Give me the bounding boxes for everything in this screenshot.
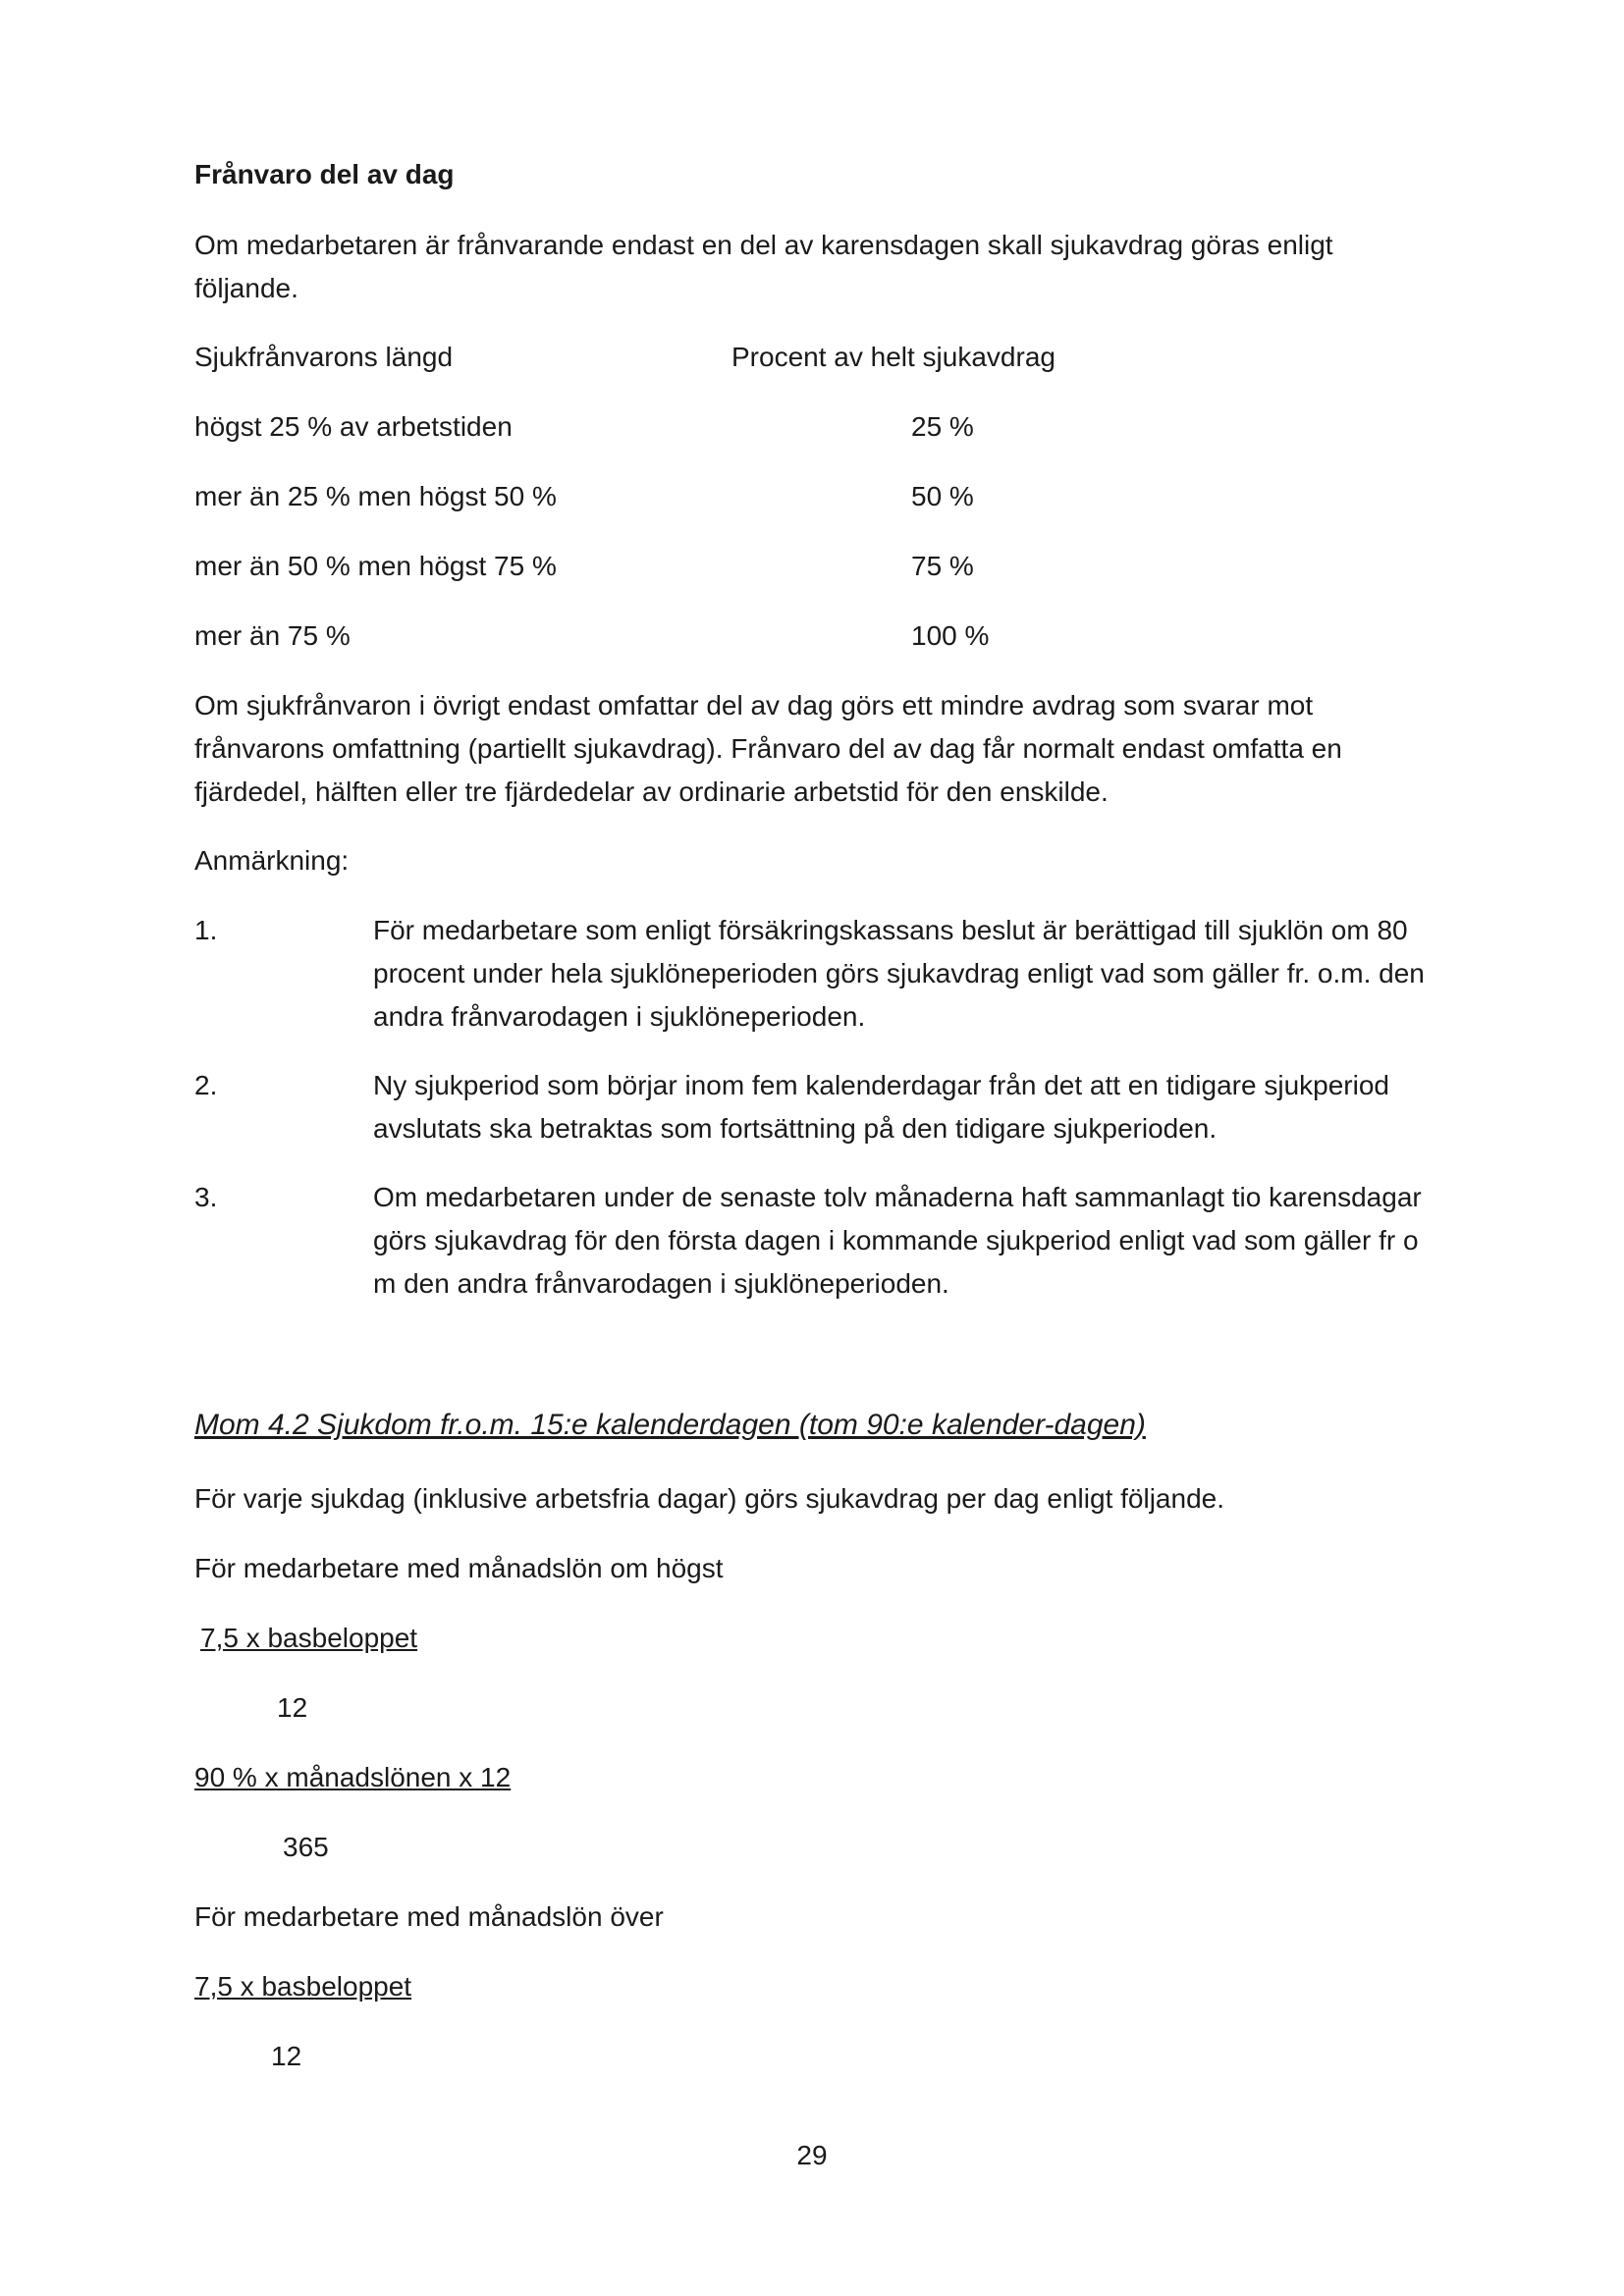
group-label: För medarbetare med månadslön om högst	[194, 1553, 724, 1583]
fraction-denominator: 12	[271, 2041, 302, 2071]
table-header-percent: Procent av helt sjukavdrag	[731, 342, 1056, 372]
section-title: Mom 4.2 Sjukdom fr.o.m. 15:e kalenderdagen (tom 90:e kalender-dagen)	[194, 1409, 1146, 1441]
fraction-numerator: 7,5 x basbeloppet	[194, 1971, 412, 2002]
fraction-denominator: 12	[277, 1692, 308, 1723]
note-text: Ny sjukperiod som börjar inom fem kalenderdagar från det att en tidigare sjukperiod avslutats ska betraktas som fortsättning på den tidigare sjukperioden.	[373, 1070, 1389, 1144]
intro-paragraph: Om medarbetaren är frånvarande endast en del av karensdagen skall sjukavdrag göras enligt följande.	[194, 230, 1333, 303]
note-text: För medarbetare som enligt försäkringskassans beslut är berättigad till sjuklön om 80 procent under hela sjuklöneperioden görs sjukavdrag enligt vad som gäller fr. o.m. den andra frånvarodagen i sjuklöneperioden.	[373, 915, 1425, 1032]
group-label: För medarbetare med månadslön över	[194, 1901, 664, 1932]
table-row-label: mer än 75 %	[194, 620, 351, 651]
note-number: 2.	[194, 1070, 218, 1100]
formula-denominator: 365	[283, 1832, 329, 1862]
table-row-value: 50 %	[911, 481, 974, 511]
note-number: 1.	[194, 915, 218, 945]
partial-absence-paragraph: Om sjukfrånvaron i övrigt endast omfattar del av dag görs ett mindre avdrag som svarar mot frånvarons omfattning (partiellt sjukavdrag). Frånvaro del av dag får normalt endast omfatta en fjärdedel, hälften eller tre fjärdedelar av ordinarie arbetstid för den enskilde.	[194, 690, 1342, 807]
fraction-numerator: 7,5 x basbeloppet	[200, 1623, 418, 1653]
table-row-value: 25 %	[911, 411, 974, 442]
table-row-value: 100 %	[911, 620, 990, 651]
formula-numerator: 90 % x månadslönen x 12	[194, 1762, 512, 1792]
table-row-value: 75 %	[911, 551, 974, 581]
table-row-label: mer än 25 % men högst 50 %	[194, 481, 557, 511]
note-text: Om medarbetaren under de senaste tolv månaderna haft sammanlagt tio karensdagar görs sjukavdrag för den första dagen i kommande sjukperiod enligt vad som gäller fr o m den andra frånvarodagen i sjuklöneperioden.	[373, 1182, 1422, 1299]
page-number: 29	[796, 2140, 828, 2170]
section-heading: Frånvaro del av dag	[194, 159, 455, 189]
table-row-label: mer än 50 % men högst 75 %	[194, 551, 557, 581]
table-header-length: Sjukfrånvarons längd	[194, 342, 454, 372]
note-number: 3.	[194, 1182, 218, 1212]
table-row-label: högst 25 % av arbetstiden	[194, 411, 513, 442]
section-intro: För varje sjukdag (inklusive arbetsfria dagar) görs sjukavdrag per dag enligt följande.	[194, 1483, 1224, 1514]
remark-label: Anmärkning:	[194, 845, 350, 876]
